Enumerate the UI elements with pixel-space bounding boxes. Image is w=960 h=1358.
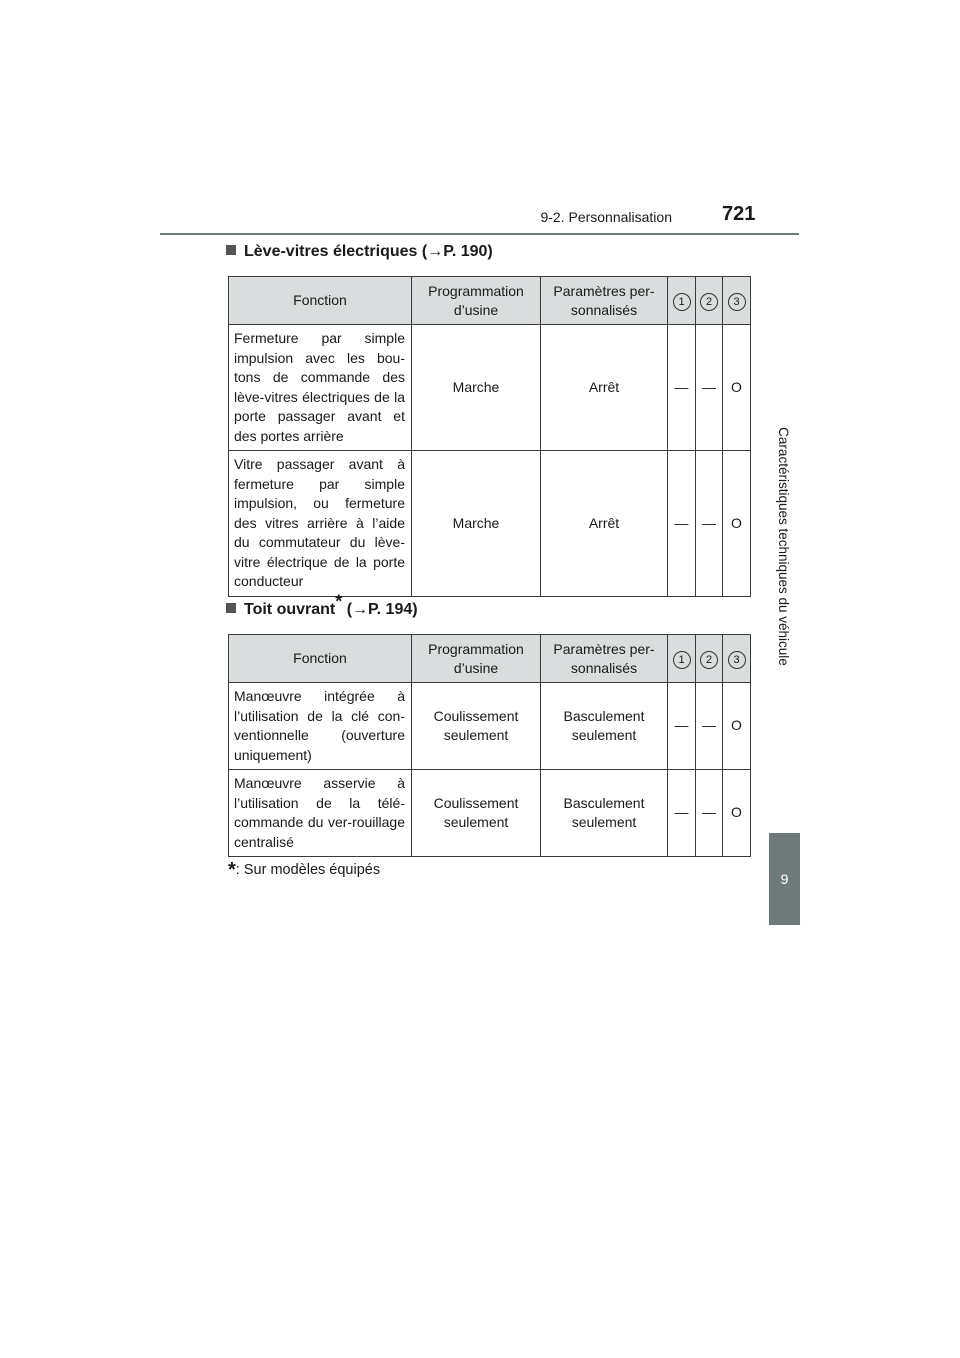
footnote bbox=[228, 859, 380, 882]
section-title-sunroof bbox=[226, 591, 418, 619]
cell-function: Vitre passager avant à fermeture par simple impulsion, ou fermeture des vitres arrière à l’aide du commutateur du lève-vitre électrique de la porte conducteur bbox=[229, 451, 412, 597]
table-row bbox=[229, 770, 751, 857]
circled-number: 2 bbox=[700, 293, 718, 311]
table-row bbox=[229, 451, 751, 597]
section-heading: 9-2. Personnalisation bbox=[540, 209, 672, 225]
sunroof-settings-table bbox=[228, 634, 751, 857]
footnote-asterisk: * bbox=[228, 859, 236, 881]
section-title-power-windows bbox=[226, 243, 493, 261]
header-custom-settings: Paramètres per-sonnalisés bbox=[541, 277, 668, 325]
circled-number: 1 bbox=[673, 651, 691, 669]
square-bullet-icon bbox=[226, 245, 236, 255]
header-column-1 bbox=[668, 277, 696, 325]
header-divider bbox=[160, 233, 799, 235]
power-windows-settings-table bbox=[228, 276, 751, 597]
table-header-row bbox=[229, 277, 751, 325]
header-function: Fonction bbox=[229, 635, 412, 683]
cell-option-1: — bbox=[668, 325, 696, 451]
circled-number: 1 bbox=[673, 293, 691, 311]
cell-function: Manœuvre intégrée à l’utilisation de la clé con-ventionnelle (ouverture uniquement) bbox=[229, 683, 412, 770]
header-column-2 bbox=[696, 635, 723, 683]
circled-number: 3 bbox=[728, 651, 746, 669]
circled-number: 2 bbox=[700, 651, 718, 669]
table-row bbox=[229, 683, 751, 770]
cell-custom: Basculement seulement bbox=[541, 770, 668, 857]
header-column-2 bbox=[696, 277, 723, 325]
cell-option-2: — bbox=[696, 683, 723, 770]
table-row bbox=[229, 325, 751, 451]
cell-factory: Coulissement seulement bbox=[412, 683, 541, 770]
header-custom-settings: Paramètres per-sonnalisés bbox=[541, 635, 668, 683]
cell-factory: Marche bbox=[412, 451, 541, 597]
cell-factory: Marche bbox=[412, 325, 541, 451]
chapter-title-text: Caractéristiques techniques du véhicule bbox=[775, 426, 791, 666]
cell-option-1: — bbox=[668, 451, 696, 597]
header-factory-setting: Programmation d’usine bbox=[412, 635, 541, 683]
cell-option-3: O bbox=[723, 683, 751, 770]
chapter-tab: 9 bbox=[769, 833, 800, 925]
cell-option-1: — bbox=[668, 770, 696, 857]
cell-option-2: — bbox=[696, 325, 723, 451]
header-column-1 bbox=[668, 635, 696, 683]
circled-number: 3 bbox=[728, 293, 746, 311]
cell-custom: Arrêt bbox=[541, 325, 668, 451]
cell-function: Fermeture par simple impulsion avec les bou-tons de commande des lève-vitres électriques de la porte passager avant et des portes arrière bbox=[229, 325, 412, 451]
cell-option-2: — bbox=[696, 770, 723, 857]
square-bullet-icon bbox=[226, 603, 236, 613]
table-header-row bbox=[229, 635, 751, 683]
section-title-text: Lève-vitres électriques ( bbox=[244, 243, 428, 260]
cell-factory: Coulissement seulement bbox=[412, 770, 541, 857]
cell-function: Manœuvre asservie à l’utilisation de la télé-commande du ver-rouillage centralisé bbox=[229, 770, 412, 857]
header-factory-setting: Programmation d’usine bbox=[412, 277, 541, 325]
page-reference: (→P. 194) bbox=[346, 601, 418, 618]
asterisk-mark: * bbox=[335, 591, 343, 612]
cell-custom: Arrêt bbox=[541, 451, 668, 597]
header-column-3 bbox=[723, 635, 751, 683]
header-function: Fonction bbox=[229, 277, 412, 325]
cell-option-3: O bbox=[723, 325, 751, 451]
chapter-side-title bbox=[772, 236, 794, 856]
cell-option-1: — bbox=[668, 683, 696, 770]
page-reference: →P. 190) bbox=[427, 243, 493, 260]
cell-custom: Basculement seulement bbox=[541, 683, 668, 770]
cell-option-3: O bbox=[723, 770, 751, 857]
footnote-text: : Sur modèles équipés bbox=[235, 862, 381, 878]
cell-option-3: O bbox=[723, 451, 751, 597]
cell-option-2: — bbox=[696, 451, 723, 597]
page-number: 721 bbox=[722, 203, 756, 225]
header-column-3 bbox=[723, 277, 751, 325]
section-title-text: Toit ouvrant bbox=[244, 601, 336, 618]
